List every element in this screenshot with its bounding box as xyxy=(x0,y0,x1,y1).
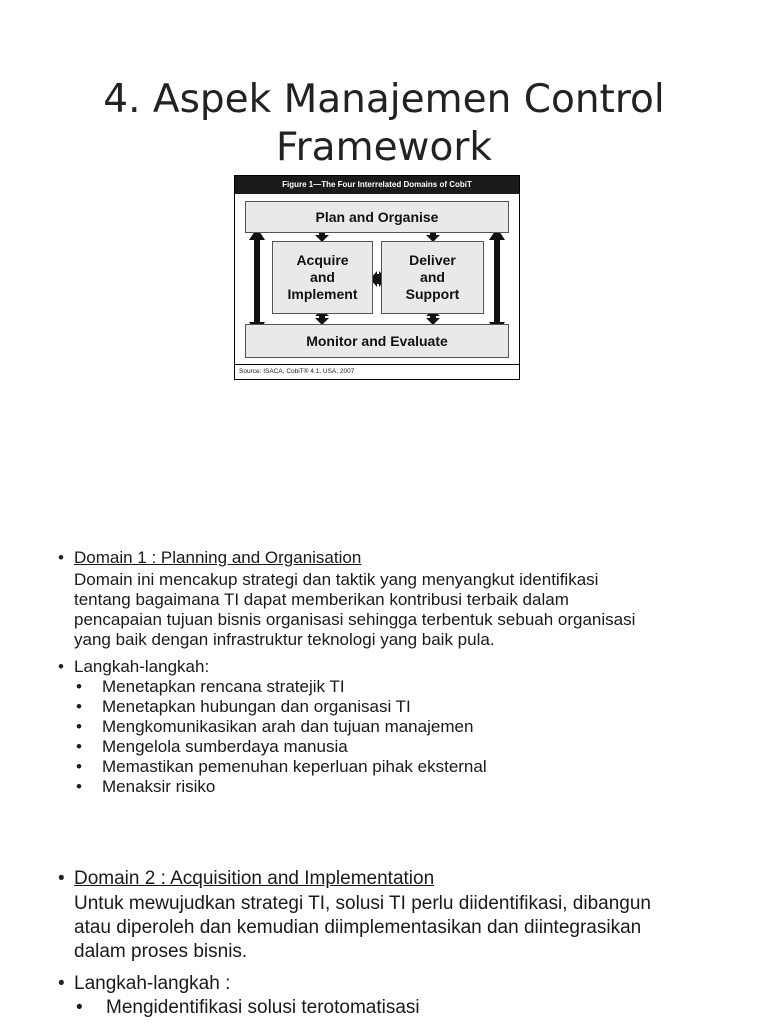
domain1-description-line: Domain ini mencakup strategi dan taktik yang menyangkut identifikasi xyxy=(74,570,599,589)
bullet: • xyxy=(58,657,64,676)
figure-source: Source: ISACA, CobiT® 4.1, USA, 2007 xyxy=(235,364,519,379)
domain1-description-line: tentang bagaimana TI dapat memberikan kontribusi terbaik dalam xyxy=(74,590,569,609)
slide-title-line-2: Framework xyxy=(276,125,492,170)
bullet: • xyxy=(76,737,82,756)
domain1-step: Menetapkan hubungan dan organisasi TI xyxy=(102,697,411,716)
plan-and-organise-box: Plan and Organise xyxy=(245,201,509,233)
slide-title xyxy=(0,76,768,172)
domain2-heading: Domain 2 : Acquisition and Implementation xyxy=(74,868,435,889)
slide-title-line-1: 4. Aspek Manajemen Control xyxy=(103,77,665,122)
right-double-arrow xyxy=(489,228,505,334)
domain1-description-line: yang baik dengan infrastruktur teknologi yang baik pula. xyxy=(74,630,495,649)
domain2-steps-label: Langkah-langkah : xyxy=(74,973,231,994)
domain1-description-line: pencapaian tujuan bisnis organisasi sehingga terbentuk sebuah organisasi xyxy=(74,610,636,629)
left-double-arrow xyxy=(249,228,265,334)
domain1-step: Memastikan pemenuhan keperluan pihak eksternal xyxy=(102,757,487,776)
bullet: • xyxy=(76,717,82,736)
bullet: • xyxy=(76,697,82,716)
domain2-description-line: Untuk mewujudkan strategi TI, solusi TI perlu diidentifikasi, dibangun xyxy=(74,893,651,914)
domain1-step: Menaksir risiko xyxy=(102,777,216,796)
domain1-step: Mengkomunikasikan arah dan tujuan manajemen xyxy=(102,717,474,736)
domain1-steps-label: Langkah-langkah: xyxy=(74,657,210,676)
bullet: • xyxy=(76,757,82,776)
bullet: • xyxy=(76,997,83,1018)
acquire-and-implement-box: Acquire and Implement xyxy=(272,241,373,314)
bullet: • xyxy=(58,868,65,889)
domain2-description-line: atau diperoleh dan kemudian diimplementasikan dan diintegrasikan xyxy=(74,917,642,938)
domain1-step: Menetapkan rencana stratejik TI xyxy=(102,677,345,696)
domain2-step: Mengidentifikasi solusi terotomatisasi xyxy=(106,997,420,1018)
bullet: • xyxy=(76,777,82,796)
bullet: • xyxy=(76,677,82,696)
bullet: • xyxy=(58,973,65,994)
cobit-domains-figure xyxy=(234,175,520,380)
bullet: • xyxy=(58,548,64,567)
figure-header: Figure 1—The Four Interrelated Domains of CobiT xyxy=(235,176,519,194)
domain2-description-line: dalam proses bisnis. xyxy=(74,941,248,962)
monitor-and-evaluate-box: Monitor and Evaluate xyxy=(245,324,509,358)
domain1-heading: Domain 1 : Planning and Organisation xyxy=(74,548,362,567)
deliver-and-support-box: Deliver and Support xyxy=(381,241,484,314)
domain1-step: Mengelola sumberdaya manusia xyxy=(102,737,348,756)
